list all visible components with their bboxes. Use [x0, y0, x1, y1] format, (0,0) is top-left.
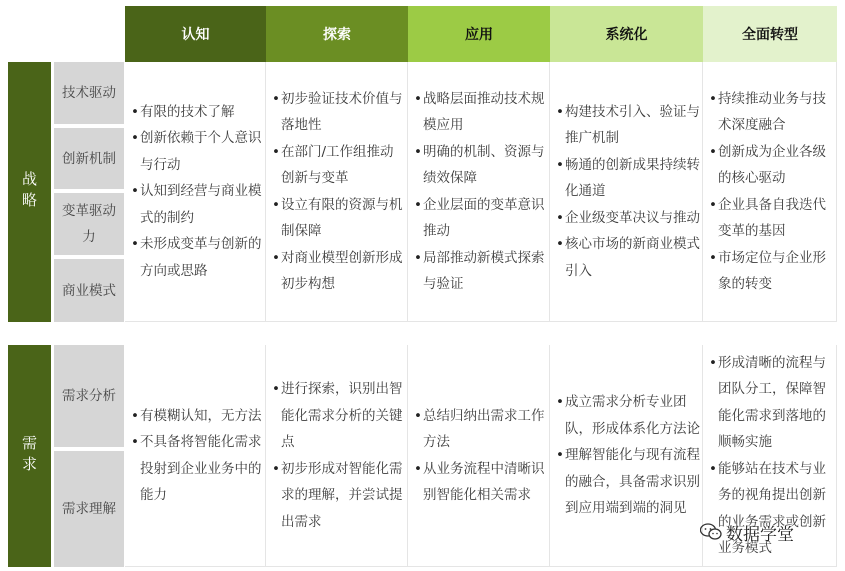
cell-requirements-exploration — [266, 345, 408, 567]
list-item: • 未形成变革与创新的方向或思路 — [131, 231, 263, 284]
list-item: • 对商业模型创新形成初步构想 — [272, 245, 405, 298]
list-item: • 总结归纳出需求工作方法 — [414, 403, 547, 456]
list-item: • 持续推动业务与技术深度融合 — [709, 86, 834, 139]
list-item: • 能够站在技术与业务的视角提出创新的业务需求或创新业务模式 — [709, 456, 834, 562]
list-item: • 形成清晰的流程与团队分工，保障智能化需求到落地的顺畅实施 — [709, 350, 834, 456]
list-item: • 初步验证技术价值与落地性 — [272, 86, 405, 139]
stage-header-application: 应用 — [408, 6, 550, 62]
list-item: • 有限的技术了解 — [131, 99, 263, 126]
list-item: • 初步形成对智能化需求的理解，并尝试提出需求 — [272, 456, 405, 536]
list-item: • 在部门/工作组推动创新与变革 — [272, 139, 405, 192]
list-item: • 畅通的创新成果持续转化通道 — [556, 152, 700, 205]
watermark — [700, 520, 840, 544]
list-item: • 战略层面推动技术规模应用 — [414, 86, 547, 139]
stage-header-full-transformation: 全面转型 — [703, 6, 837, 62]
cell-requirements-cognition — [125, 345, 266, 567]
cell-strategy-cognition — [125, 62, 266, 322]
stage-header-exploration: 探索 — [266, 6, 408, 62]
cell-strategy-systematization — [550, 62, 703, 322]
list-item: • 有模糊认知，无方法 — [131, 403, 263, 430]
list-item: • 企业级变革决议与推动 — [556, 205, 700, 232]
list-item: • 设立有限的资源与机制保障 — [272, 192, 405, 245]
sub-row-tech-drive: 技术驱动 — [54, 62, 124, 124]
section-label-text: 战略 — [20, 171, 38, 213]
sub-row-business-model: 商业模式 — [54, 259, 124, 322]
list-item: • 创新成为企业各级的核心驱动 — [709, 139, 834, 192]
cell-strategy-application — [408, 62, 550, 322]
sub-row-requirement-understanding: 需求理解 — [54, 451, 124, 567]
sub-row-change-driver: 变革驱动力 — [54, 193, 124, 255]
sub-row-requirement-analysis: 需求分析 — [54, 345, 124, 447]
list-item: • 成立需求分析专业团队，形成体系化方法论 — [556, 389, 700, 442]
cell-requirements-application — [408, 345, 550, 567]
list-item: • 认知到经营与商业模式的制约 — [131, 178, 263, 231]
section-label-text: 需求 — [20, 435, 38, 477]
list-item: • 企业层面的变革意识推动 — [414, 192, 547, 245]
list-item: • 构建技术引入、验证与推广机制 — [556, 99, 700, 152]
cell-strategy-full-transformation — [703, 62, 837, 322]
section-label-requirements — [8, 345, 51, 567]
cell-requirements-systematization — [550, 345, 703, 567]
list-item: • 不具备将智能化需求投射到企业业务中的能力 — [131, 429, 263, 509]
list-item: • 核心市场的新商业模式引入 — [556, 231, 700, 284]
wechat-icon — [700, 523, 722, 541]
list-item: • 理解智能化与现有流程的融合，具备需求识别到应用端到端的洞见 — [556, 442, 700, 522]
list-item: • 进行探索，识别出智能化需求分析的关键点 — [272, 376, 405, 456]
stage-header-cognition: 认知 — [125, 6, 266, 62]
watermark-text: 数据学堂 — [726, 524, 794, 545]
list-item: • 局部推动新模式探索与验证 — [414, 245, 547, 298]
list-item: • 从业务流程中清晰识别智能化相关需求 — [414, 456, 547, 509]
list-item: • 创新依赖于个人意识与行动 — [131, 125, 263, 178]
list-item: • 市场定位与企业形象的转变 — [709, 245, 834, 298]
cell-strategy-exploration — [266, 62, 408, 322]
list-item: • 企业具备自我迭代变革的基因 — [709, 192, 834, 245]
section-label-strategy — [8, 62, 51, 322]
header-corner — [8, 6, 124, 62]
stage-header-systematization: 系统化 — [550, 6, 703, 62]
sub-row-innovation-mechanism: 创新机制 — [54, 128, 124, 189]
list-item: • 明确的机制、资源与绩效保障 — [414, 139, 547, 192]
